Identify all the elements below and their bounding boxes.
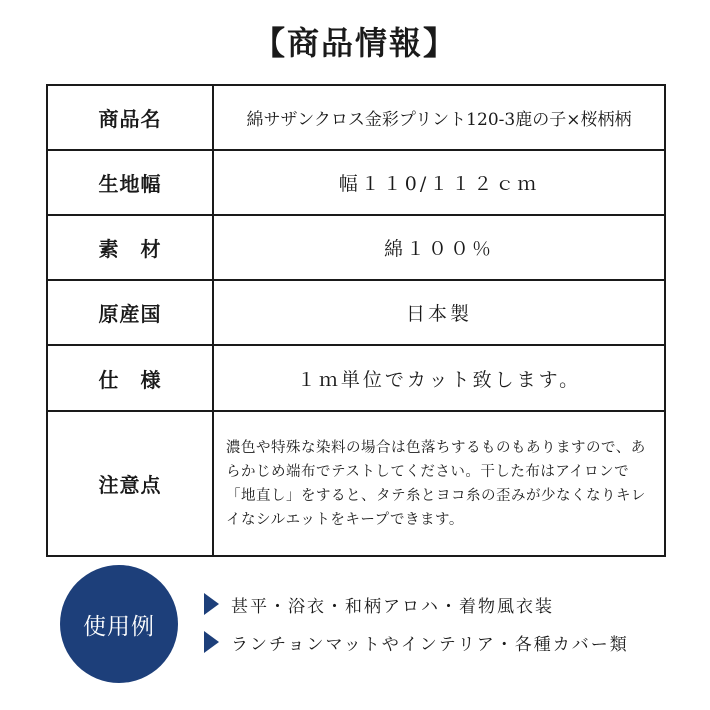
triangle-right-icon [204,593,219,615]
row-label: 商品名 [47,85,213,150]
row-value: １ｍ単位でカット致します。 [213,345,665,411]
usage-badge: 使用例 [60,565,178,683]
table-row [47,150,665,215]
triangle-right-icon [204,631,219,653]
table-row [47,215,665,280]
row-label: 素 材 [47,215,213,280]
product-info-table [46,84,666,557]
table-row [47,280,665,345]
page-title: 【商品情報】 [252,24,457,62]
row-label: 生地幅 [47,150,213,215]
row-label: 仕 様 [47,345,213,411]
list-item [204,592,629,616]
row-value: 綿サザンクロス金彩プリント120-3鹿の子×桜柄柄 [213,85,665,150]
usage-list [204,592,629,668]
table-row [47,85,665,150]
table-row [47,345,665,411]
usage-text: ランチョンマットやインテリア・各種カバー類 [231,634,629,655]
usage-text: 甚平・浴衣・和柄アロハ・着物風衣装 [231,596,554,617]
row-label: 注意点 [47,411,213,556]
table-row [47,411,665,556]
row-value: 日本製 [213,280,665,345]
list-item [204,630,629,654]
row-value: 綿１００％ [213,215,665,280]
row-value: 幅１１0/１１２ｃｍ [213,150,665,215]
row-label: 原産国 [47,280,213,345]
caution-note: 濃色や特殊な染料の場合は色落ちするものもありますので、あらかじめ端布でテストしてください。干した布はアイロンで「地直し」をすると、タテ糸とヨコ糸の歪みが少なくなりキレイなシルエットをキープできます。 [213,411,665,556]
